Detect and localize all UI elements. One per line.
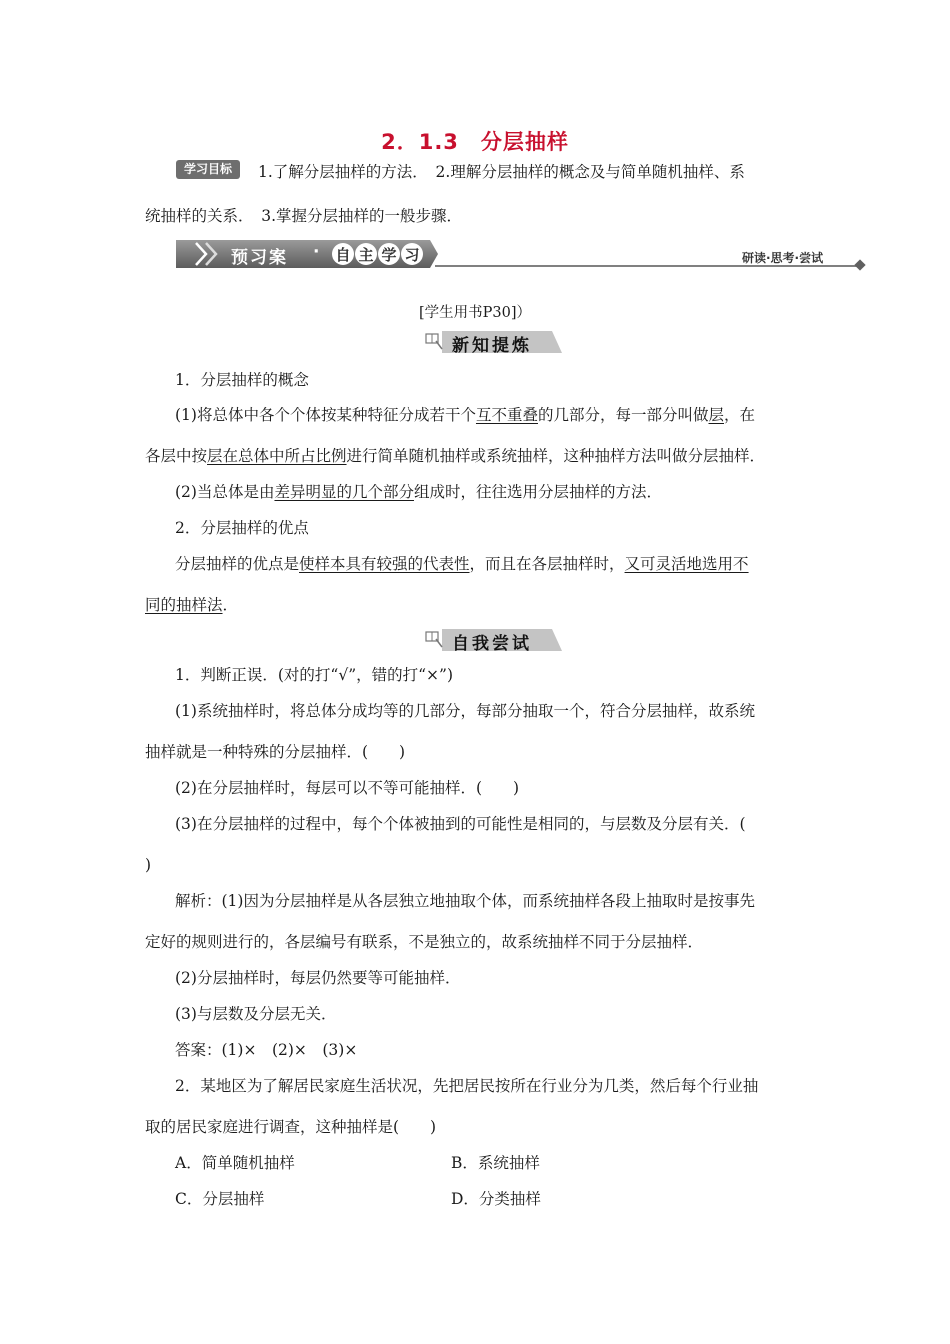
option-a: A．简单随机抽样	[175, 1154, 295, 1172]
option-d: D．分类抽样	[451, 1190, 541, 1208]
advantage-paragraph-line-1: 分层抽样的优点是使样本具有较强的代表性，而且在各层抽样时，又可灵活地选用不	[175, 555, 749, 573]
banner-char: 主	[358, 246, 374, 264]
banner-char: 自	[335, 246, 351, 264]
answer-line: 答案：(1)× (2)× (3)×	[175, 1041, 358, 1059]
advantage-paragraph-line-2: 同的抽样法．	[145, 596, 239, 614]
banner-dot: ·	[313, 242, 320, 262]
question-1-item-3-line-2: )	[145, 856, 152, 874]
solution-item-3: (3)与层数及分层无关．	[175, 1005, 337, 1023]
banner-background	[176, 240, 438, 268]
pen-icon	[436, 639, 442, 647]
section-heading-self-test	[424, 627, 564, 653]
banner-title: 预习案	[231, 248, 288, 268]
question-2-line-2: 取的居民家庭进行调查，这种抽样是( )	[145, 1118, 437, 1136]
textbook-reference: [学生用书P30]）	[418, 305, 532, 321]
question-2-line-1: 2．某地区为了解居民家庭生活状况，先把居民按所在行业分为几类，然后每个行业抽	[175, 1077, 759, 1095]
section-heading-text: 新知提炼	[452, 336, 532, 356]
section-heading-text: 自我尝试	[452, 634, 532, 654]
question-1-item-1-line-1: (1)系统抽样时，将总体分成均等的几部分，每部分抽取一个，符合分层抽样，故系统	[175, 702, 755, 720]
solution-line-2: 定好的规则进行的，各层编号有联系，不是独立的，故系统抽样不同于分层抽样．	[145, 933, 704, 951]
pen-icon	[436, 341, 442, 349]
banner-char: 习	[404, 246, 420, 264]
preview-banner	[176, 240, 438, 268]
concept-heading: 1．分层抽样的概念	[175, 371, 309, 389]
question-1: 1．判断正误．(对的打“√”，错的打“×”)	[175, 666, 454, 684]
goals-line-2: 统抽样的关系． 3.掌握分层抽样的一般步骤．	[145, 207, 463, 225]
concept-paragraph-3: (2)当总体是由差异明显的几个部分组成时，往往选用分层抽样的方法．	[175, 483, 662, 501]
learning-goals-badge: 学习目标	[176, 160, 240, 179]
concept-paragraph-line-1: (1)将总体中各个个体按某种特征分成若干个互不重叠的几部分，每一部分叫做层，在	[175, 406, 756, 424]
concept-paragraph-line-2: 各层中按层在总体中所占比例进行简单随机抽样或系统抽样，这种抽样方法叫做分层抽样．	[145, 447, 766, 465]
option-c: C．分层抽样	[175, 1190, 265, 1208]
question-1-item-3-line-1: (3)在分层抽样的过程中，每个个体被抽到的可能性是相同的，与层数及分层有关．(	[175, 815, 746, 833]
diamond-icon	[854, 259, 865, 270]
solution-item-2: (2)分层抽样时，每层仍然要等可能抽样．	[175, 969, 461, 987]
solution-line-1: 解析：(1)因为分层抽样是从各层独立地抽取个体，而系统抽样各段上抽取时是按事先	[175, 892, 755, 910]
advantage-heading: 2．分层抽样的优点	[175, 519, 309, 537]
banner-right-text: 研读·思考·尝试	[742, 251, 824, 265]
goals-line-1: 1.了解分层抽样的方法． 2.理解分层抽样的概念及与简单随机抽样、系	[258, 163, 745, 181]
option-b: B．系统抽样	[451, 1154, 540, 1172]
question-1-item-1-line-2: 抽样就是一种特殊的分层抽样．( )	[145, 743, 406, 761]
question-1-item-2: (2)在分层抽样时，每层可以不等可能抽样．( )	[175, 779, 520, 797]
page-title: 2．1.3 分层抽样	[381, 130, 569, 154]
banner-char: 学	[381, 246, 397, 264]
section-heading-new-knowledge	[424, 329, 564, 355]
